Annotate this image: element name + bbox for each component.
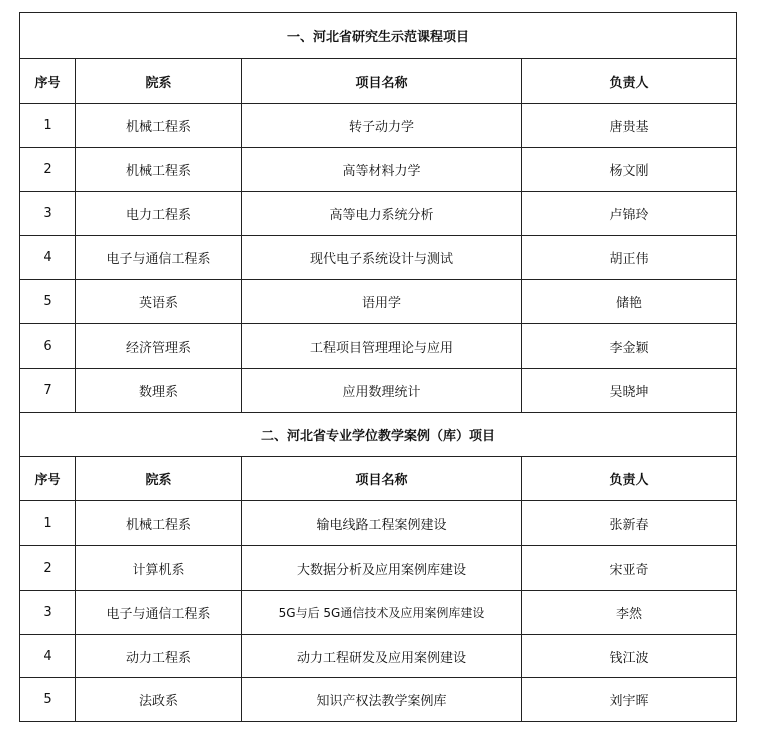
cell-index: 4 (20, 635, 76, 678)
table-row (20, 591, 737, 635)
header-row (20, 457, 737, 501)
cell-leader: 宋亚奇 (522, 546, 737, 591)
header-leader: 负责人 (522, 457, 737, 501)
table-row (20, 501, 737, 546)
table-row (20, 236, 737, 280)
table-row (20, 148, 737, 192)
section-title: 一、河北省研究生示范课程项目 (20, 13, 737, 59)
cell-leader: 李然 (522, 591, 737, 635)
cell-department: 数理系 (76, 369, 242, 413)
table-row (20, 104, 737, 148)
table-row (20, 369, 737, 413)
cell-department: 机械工程系 (76, 501, 242, 546)
cell-project-name: 应用数理统计 (242, 369, 522, 413)
cell-leader: 胡正伟 (522, 236, 737, 280)
section-title-row (20, 413, 737, 457)
cell-index: 2 (20, 546, 76, 591)
cell-project-name: 工程项目管理理论与应用 (242, 324, 522, 369)
cell-department: 电子与通信工程系 (76, 236, 242, 280)
cell-project-name: 现代电子系统设计与测试 (242, 236, 522, 280)
cell-index: 5 (20, 280, 76, 324)
cell-project-name: 高等材料力学 (242, 148, 522, 192)
cell-leader: 储艳 (522, 280, 737, 324)
cell-department: 法政系 (76, 678, 242, 722)
cell-leader: 唐贵基 (522, 104, 737, 148)
header-index: 序号 (20, 457, 76, 501)
projects-table (19, 12, 737, 722)
cell-index: 1 (20, 104, 76, 148)
table-row (20, 635, 737, 678)
cell-department: 机械工程系 (76, 104, 242, 148)
cell-department: 英语系 (76, 280, 242, 324)
header-department: 院系 (76, 59, 242, 104)
cell-department: 机械工程系 (76, 148, 242, 192)
cell-leader: 刘宇晖 (522, 678, 737, 722)
header-row (20, 59, 737, 104)
cell-project-name: 5G与后 5G通信技术及应用案例库建设 (242, 591, 522, 635)
cell-project-name: 动力工程研发及应用案例建设 (242, 635, 522, 678)
table-row (20, 324, 737, 369)
header-project-name: 项目名称 (242, 59, 522, 104)
table-row (20, 280, 737, 324)
cell-index: 2 (20, 148, 76, 192)
cell-index: 5 (20, 678, 76, 722)
cell-department: 电力工程系 (76, 192, 242, 236)
cell-leader: 杨文刚 (522, 148, 737, 192)
header-index: 序号 (20, 59, 76, 104)
header-project-name: 项目名称 (242, 457, 522, 501)
table-row (20, 192, 737, 236)
cell-index: 4 (20, 236, 76, 280)
cell-department: 电子与通信工程系 (76, 591, 242, 635)
section-title: 二、河北省专业学位教学案例（库）项目 (20, 413, 737, 457)
cell-leader: 张新春 (522, 501, 737, 546)
cell-index: 1 (20, 501, 76, 546)
cell-project-name: 知识产权法教学案例库 (242, 678, 522, 722)
cell-project-name: 语用学 (242, 280, 522, 324)
cell-department: 动力工程系 (76, 635, 242, 678)
table-row (20, 546, 737, 591)
cell-leader: 李金颖 (522, 324, 737, 369)
cell-index: 3 (20, 591, 76, 635)
cell-project-name: 大数据分析及应用案例库建设 (242, 546, 522, 591)
table-row (20, 678, 737, 722)
cell-leader: 钱江波 (522, 635, 737, 678)
cell-project-name: 输电线路工程案例建设 (242, 501, 522, 546)
cell-index: 3 (20, 192, 76, 236)
cell-project-name: 转子动力学 (242, 104, 522, 148)
section-title-row (20, 13, 737, 59)
cell-index: 7 (20, 369, 76, 413)
cell-index: 6 (20, 324, 76, 369)
cell-project-name: 高等电力系统分析 (242, 192, 522, 236)
cell-leader: 吴晓坤 (522, 369, 737, 413)
cell-department: 经济管理系 (76, 324, 242, 369)
cell-leader: 卢锦玲 (522, 192, 737, 236)
header-leader: 负责人 (522, 59, 737, 104)
cell-department: 计算机系 (76, 546, 242, 591)
header-department: 院系 (76, 457, 242, 501)
